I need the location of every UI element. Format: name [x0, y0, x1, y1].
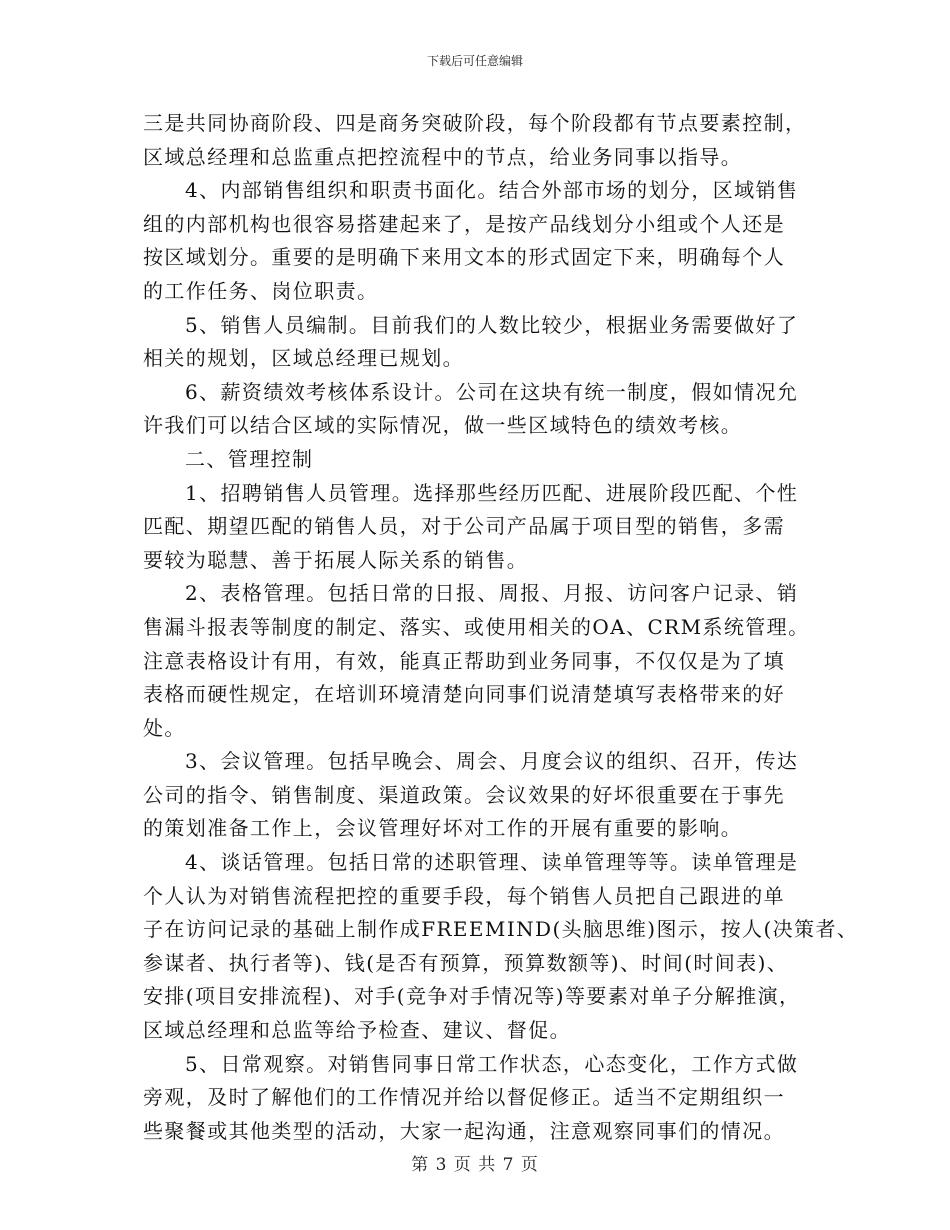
- body-text: [143, 107, 859, 1148]
- paragraph-start: 4、谈话管理。包括日常的述职管理、读单管理等等。读单管理是: [185, 850, 799, 875]
- paragraph-start: 3、会议管理。包括早晚会、周会、月度会议的组织、召开，传达: [185, 749, 799, 774]
- section-heading: 二、管理控制: [185, 446, 314, 471]
- text-line: 区域总经理和总监等给予检查、建议、督促。: [143, 1018, 571, 1043]
- text-line: 的工作任务、岗位职责。: [143, 278, 379, 303]
- text-line: 匹配、期望匹配的销售人员，对于公司产品属于项目型的销售，多需: [143, 514, 785, 539]
- text-line: 子在访问记录的基础上制作成FREEMIND(头脑思维)图示，按人(决策者、: [143, 917, 859, 942]
- text-line: 处。: [143, 715, 186, 740]
- text-line: 要较为聪慧、善于拓展人际关系的销售。: [143, 547, 529, 572]
- paragraph-start: 6、薪资绩效考核体系设计。公司在这块有统一制度，假如情况允: [185, 379, 799, 404]
- paragraph-start: 4、内部销售组织和职责书面化。结合外部市场的划分，区域销售: [185, 178, 799, 203]
- page-number: 第 3 页 共 7 页: [411, 1155, 539, 1175]
- page-header: 下载后可任意编辑: [426, 54, 523, 68]
- text-line: 组的内部机构也很容易搭建起来了，是按产品线划分小组或个人还是: [143, 211, 785, 236]
- paragraph-start: 1、招聘销售人员管理。选择那些经历匹配、进展阶段匹配、个性: [185, 480, 799, 505]
- text-line: 的策划准备工作上，会议管理好坏对工作的开展有重要的影响。: [143, 816, 743, 841]
- text-line: 按区域划分。重要的是明确下来用文本的形式固定下来，明确每个人: [143, 245, 785, 270]
- paragraph-start: 2、表格管理。包括日常的日报、周报、月报、访问客户记录、销: [185, 581, 799, 606]
- text-line: 售漏斗报表等制度的制定、落实、或使用相关的OA、CRM系统管理。: [143, 614, 810, 639]
- text-line: 注意表格设计有用，有效，能真正帮助到业务同事，不仅仅是为了填: [143, 648, 785, 673]
- text-line: 相关的规划，区域总经理已规划。: [143, 346, 464, 371]
- paragraph-start: 5、销售人员编制。目前我们的人数比较少，根据业务需要做好了: [185, 312, 799, 337]
- paragraph-start: 5、日常观察。对销售同事日常工作状态，心态变化，工作方式做: [185, 1051, 799, 1076]
- text-line: 表格而硬性规定，在培训环境清楚向同事们说清楚填写表格带来的好: [143, 682, 785, 707]
- text-line: 旁观，及时了解他们的工作情况并给以督促修正。适当不定期组织一: [143, 1085, 785, 1110]
- text-line: 个人认为对销售流程把控的重要手段，每个销售人员把自己跟进的单: [143, 883, 785, 908]
- text-line: 区域总经理和总监重点把控流程中的节点，给业务同事以指导。: [143, 144, 743, 169]
- text-line: 参谋者、执行者等)、钱(是否有预算，预算数额等)、时间(时间表)、: [143, 950, 789, 975]
- text-line: 安排(项目安排流程)、对手(竞争对手情况等)等要素对单子分解推演，: [143, 984, 801, 1009]
- text-line: 公司的指令、销售制度、渠道政策。会议效果的好坏很重要在于事先: [143, 782, 785, 807]
- text-line: 三是共同协商阶段、四是商务突破阶段，每个阶段都有节点要素控制，: [143, 111, 807, 135]
- text-line: 些聚餐或其他类型的活动，大家一起沟通，注意观察同事们的情况。: [143, 1118, 785, 1143]
- text-line: 许我们可以结合区域的实际情况，做一些区域特色的绩效考核。: [143, 413, 743, 438]
